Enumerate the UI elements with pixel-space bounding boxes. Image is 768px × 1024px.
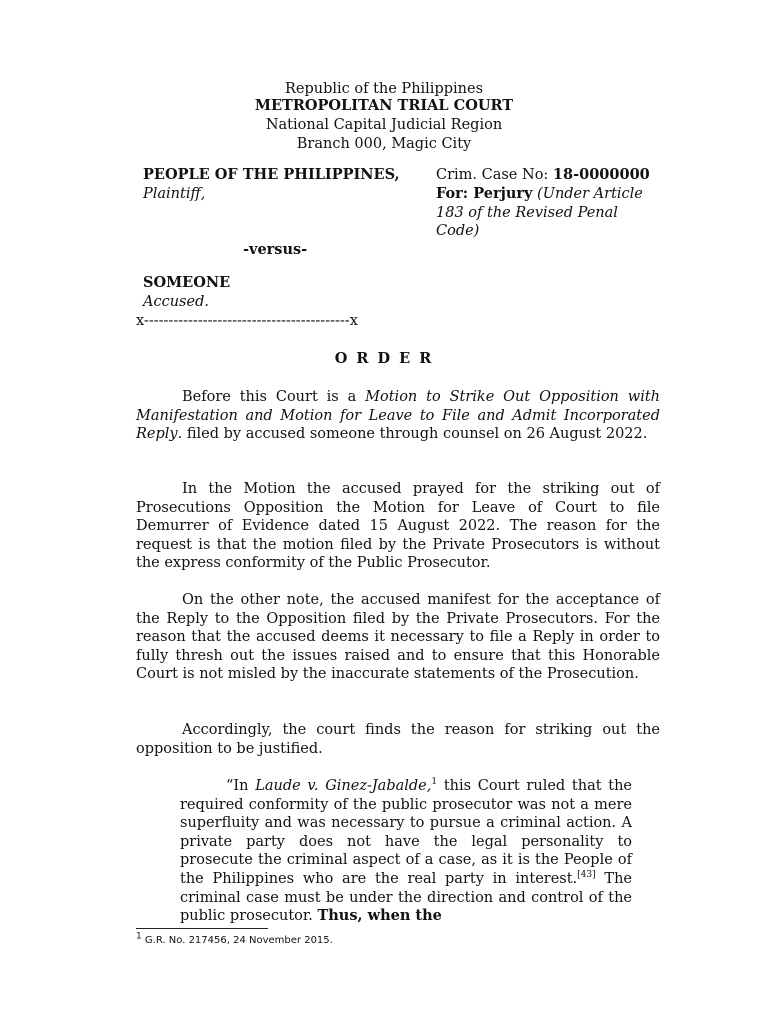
block-quote: [180, 777, 632, 926]
header-region: National Capital Judicial Region: [265, 117, 503, 133]
footnote-divider: [136, 928, 268, 929]
plaintiff-name: PEOPLE OF THE PHILIPPINES,: [143, 166, 400, 183]
paragraph-4-text: Accordingly, the court finds the reason for striking out the opposition to be justified.: [136, 722, 660, 757]
paragraph-1-tail: . filed by accused someone through counsel on 26 August 2022.: [177, 426, 648, 443]
offense-label: For: Perjury: [436, 185, 533, 202]
versus-label: -versus-: [243, 241, 308, 258]
case-number: 18-0000000: [552, 166, 650, 183]
case-label: Crim. Case No:: [436, 167, 553, 183]
caption-separator: x------------------------------------------x: [136, 313, 358, 329]
quote-text-2: The criminal case must be under the direction and control of the public prosecutor.: [180, 870, 633, 925]
order-title: O R D E R: [334, 350, 434, 367]
case-number-line: [436, 166, 650, 185]
paragraph-2-text: In the Motion the accused prayed for the striking out of Prosecutions Opposition the Motion for Leave of Court to file Demurrer of Evidence dated 15 August 2022. The reason for the request is that the motion filed by the Private Prosecutors is without the express conformity of the Public Prosecutor.: [136, 481, 660, 572]
reference-marker[interactable]: [43]: [577, 870, 596, 881]
quote-case-name: Laude v. Ginez-Jabalde,: [255, 778, 432, 794]
header-branch: Branch 000, Magic City: [296, 136, 472, 152]
paragraph-3-text: On the other note, the accused manifest for the acceptance of the Reply to the Opposition filed by the Private Prosecutors. For the reason that the accused deems it necessary to file a Reply in order to fully thresh out the issues raised and to ensure that this Honorable Court is not misled by the inaccurate statements of the Prosecution.: [136, 592, 660, 683]
quote-bold-tail: Thus, when the: [317, 907, 442, 925]
header-republic: Republic of the Philippines: [284, 81, 484, 97]
offense-line: [436, 185, 643, 204]
quote-text-1: this Court ruled that the required conformity of the public prosecutor was not a mere superfluity and was necessary to pursue a criminal action. A private party does not have the legal personality to prosecute the criminal aspect of a case, as it is the People of the Philippines who are the real party in interest.: [180, 778, 633, 887]
paragraph-4: [136, 721, 660, 758]
paragraph-1-motion: Motion to Strike Out Opposition with Manifestation and Motion for Leave to File and Admit Incorporated Reply: [136, 389, 660, 443]
plaintiff-role: Plaintiff,: [143, 186, 206, 202]
offense-detail-3: Code): [436, 223, 480, 239]
accused-role: Accused.: [143, 294, 209, 310]
footnote-number: 1: [136, 931, 142, 942]
footnote-text: G.R. No. 217456, 24 November 2015.: [141, 935, 333, 946]
footnote: [136, 932, 333, 951]
offense-detail-1: (Under Article: [532, 186, 643, 202]
paragraph-2: [136, 480, 660, 573]
paragraph-3: [136, 591, 660, 684]
quote-open: “In: [226, 778, 256, 794]
footnote-marker[interactable]: 1: [431, 777, 438, 788]
paragraph-1-lead: Before this Court is a: [182, 389, 366, 405]
offense-detail-2: 183 of the Revised Penal: [436, 205, 618, 221]
header-court: METROPOLITAN TRIAL COURT: [254, 97, 514, 114]
paragraph-1: [136, 388, 660, 444]
accused-name: SOMEONE: [143, 274, 231, 291]
